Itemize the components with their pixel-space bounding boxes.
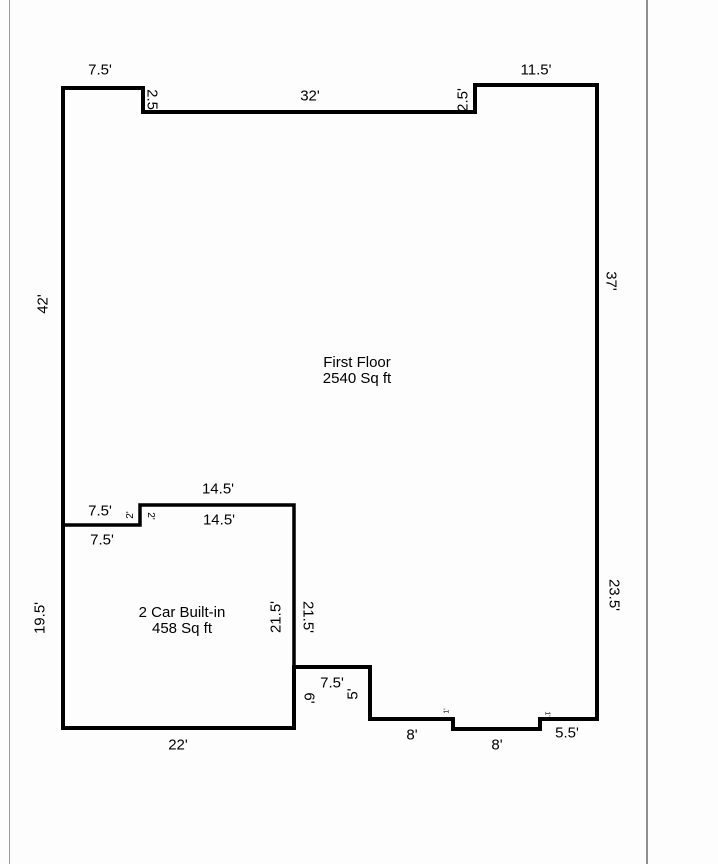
dim-top-center: 32' <box>300 87 320 105</box>
dim-garage-bottom: 22' <box>168 736 188 754</box>
dim-right-upper: 37' <box>602 271 620 291</box>
dim-top-left-step: 2.5' <box>143 89 161 113</box>
dim-rear-step-down: 5' <box>344 688 362 700</box>
first-floor-area: 2540 Sq ft <box>322 370 392 387</box>
dim-bottom-porch-left: 8' <box>406 726 418 744</box>
first-floor-label <box>323 355 391 387</box>
dim-garage-wall-left: 21.5' <box>267 600 285 634</box>
dim-rear-step-width: 7.5' <box>320 674 344 692</box>
dim-top-right-step: 2.5' <box>454 88 472 112</box>
garage-area: 458 Sq ft <box>151 620 213 637</box>
dim-garage-wall-right: 21.5' <box>299 600 317 634</box>
dim-right-lower: 23.5' <box>605 578 623 612</box>
dim-notch-top: 7.5' <box>88 502 112 520</box>
garage-name: 2 Car Built-in <box>138 604 226 621</box>
dim-bottom-porch-center: 8' <box>491 736 503 754</box>
dim-notch-step-left: 2' <box>125 511 136 519</box>
dim-rear-step-height: 6' <box>300 692 318 704</box>
dim-porch-step-right: 1' <box>543 711 551 717</box>
dim-porch-step-left: 1' <box>443 708 451 714</box>
dim-notch-bottom: 7.5' <box>90 531 114 549</box>
dim-top-right-width: 11.5' <box>520 61 552 79</box>
dim-garage-top-outside: 14.5' <box>201 480 235 498</box>
dim-top-left-width: 7.5' <box>88 61 112 79</box>
first-floor-name: First Floor <box>323 354 391 371</box>
garage-label <box>139 605 226 637</box>
dim-left-lower: 19.5' <box>31 601 49 635</box>
dim-garage-top-inside: 14.5' <box>202 511 236 529</box>
dim-bottom-right-width: 5.5' <box>555 724 579 742</box>
dim-notch-step-right: 2' <box>145 512 156 520</box>
dim-left-upper: 42' <box>34 294 52 314</box>
